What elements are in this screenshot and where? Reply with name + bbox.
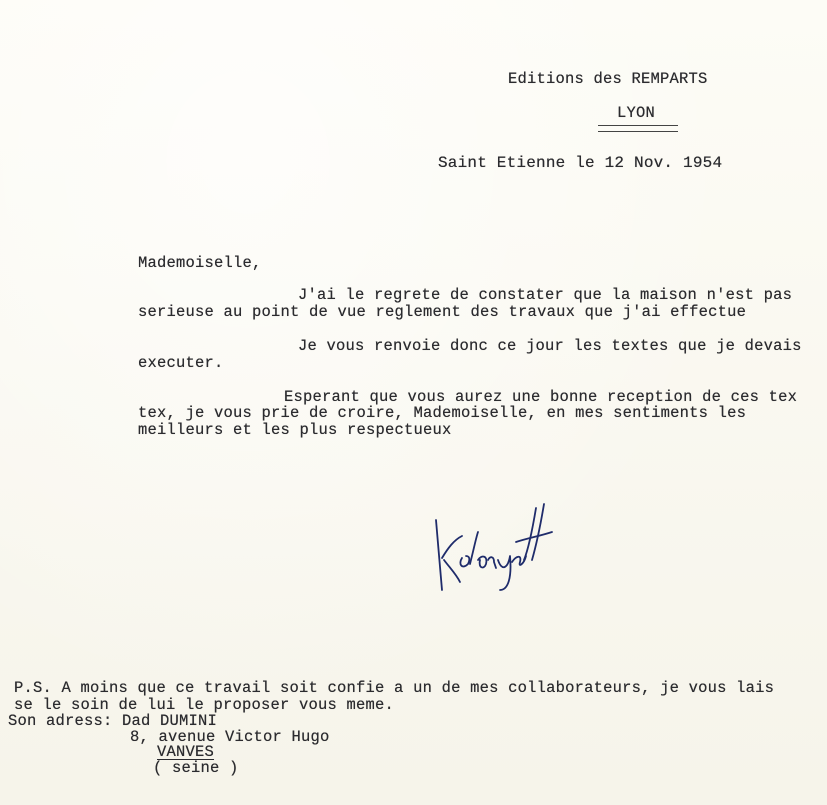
postscript-line-2: se le soin de lui le proposer vous meme. <box>14 696 395 714</box>
paragraph-1-line-1: J'ai le regrete de constater que la maison n'est pas <box>298 286 793 304</box>
paragraph-2-line-2: executer. <box>138 354 224 372</box>
city-double-rule <box>598 125 678 132</box>
paragraph-1-line-2: serieuse au point de vue reglement des travaux que j'ai effectue <box>138 303 747 321</box>
salutation: Mademoiselle, <box>138 254 262 272</box>
address-department: ( seine ) <box>153 759 239 777</box>
publisher-name: Editions des REMPARTS <box>508 70 708 88</box>
date-line: Saint Etienne le 12 Nov. 1954 <box>438 154 723 172</box>
paragraph-3-line-2: tex, je vous prie de croire, Mademoiselle, en mes sentiments les <box>138 404 747 422</box>
address-town: VANVES <box>157 743 215 761</box>
paragraph-3-line-1: Esperant que vous aurez une bonne reception de ces tex <box>284 388 798 406</box>
handwritten-signature <box>428 498 558 598</box>
publisher-city: LYON <box>617 104 656 122</box>
postscript-line-1: P.S. A moins que ce travail soit confie a un de mes collaborateurs, je vous lais <box>14 679 775 697</box>
address-street: 8, avenue Victor Hugo <box>130 728 330 746</box>
address-label: Son adress: Dad DUMINI <box>8 712 218 730</box>
paragraph-3-line-3: meilleurs et les plus respectueux <box>138 421 452 439</box>
paragraph-2-line-1: Je vous renvoie donc ce jour les textes que je devais <box>298 337 802 355</box>
